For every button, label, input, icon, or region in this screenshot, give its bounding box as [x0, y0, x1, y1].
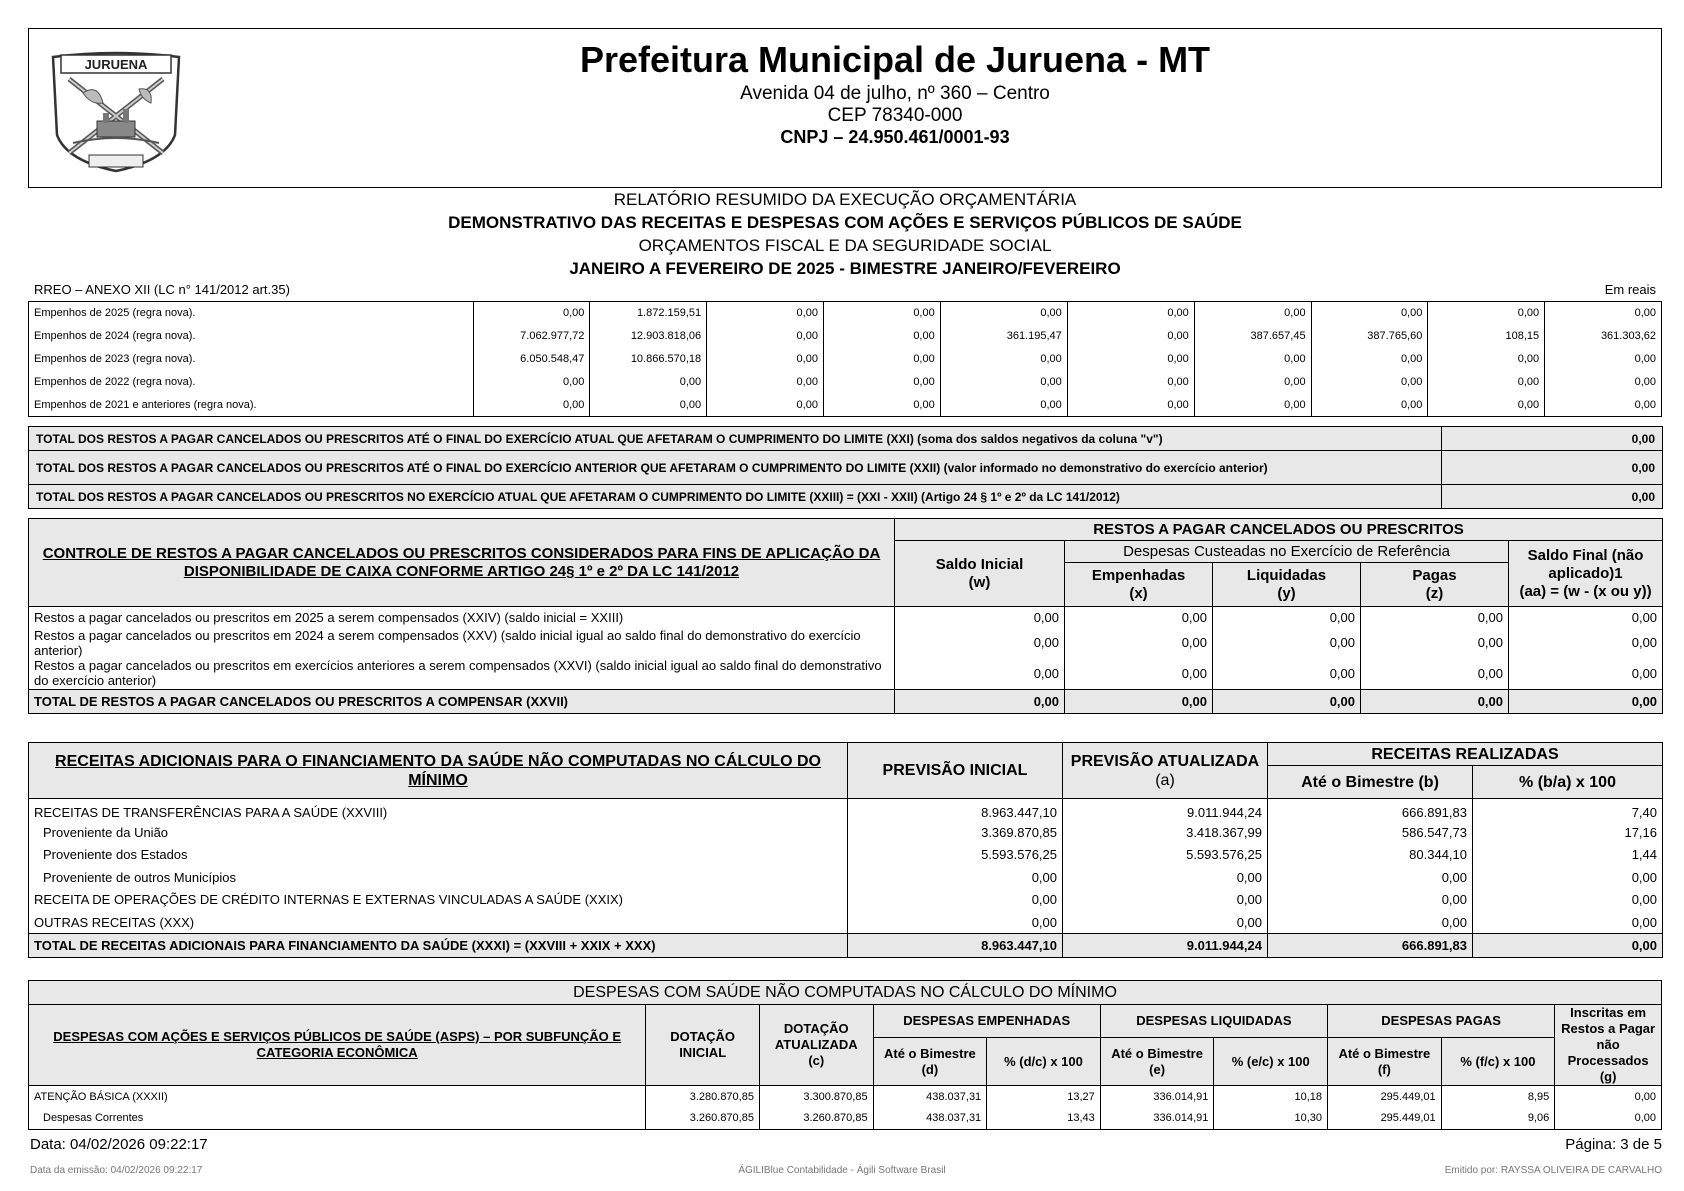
svg-text:JURUENA: JURUENA	[84, 57, 148, 72]
value-cell: 0,00	[1634, 353, 1656, 365]
empenhos-table	[28, 301, 1662, 417]
value-cell: 666.891,83	[1268, 934, 1473, 958]
value-cell: 0,00	[590, 394, 707, 417]
value-cell: 0,00	[1361, 658, 1509, 690]
value-cell: 7.062.977,72	[473, 325, 590, 348]
row-label: Empenhos de 2024 (regra nova).	[29, 325, 474, 348]
receitas-total-row	[29, 934, 1663, 958]
receitas-row	[29, 866, 1663, 889]
pct-d-header: % (d/c) x 100	[987, 1038, 1101, 1086]
row-label: TOTAL DE RESTOS A PAGAR CANCELADOS OU PRESCRITOS A COMPENSAR (XXVII)	[29, 690, 895, 714]
restos-total-row	[29, 485, 1663, 509]
value-cell: 586.547,73	[1268, 821, 1473, 844]
restos-total-row	[29, 427, 1663, 451]
dotacao-atualizada-header: DOTAÇÃO ATUALIZADA (c)	[759, 1005, 873, 1086]
despesas-nao-computadas-table	[28, 980, 1662, 1130]
despesas-row	[29, 1108, 1662, 1130]
value-cell: 0,00	[1213, 628, 1361, 658]
value-cell: 0,00	[1509, 690, 1663, 714]
value-cell: 0,00	[1555, 1086, 1662, 1108]
value-cell: 0,00	[1194, 348, 1311, 371]
value-cell: 0,00	[1361, 628, 1509, 658]
value-cell: 0,00	[1063, 911, 1268, 934]
value-cell: 0,00	[1063, 866, 1268, 889]
report-title: RELATÓRIO RESUMIDO DA EXECUÇÃO ORÇAMENTÁRIA	[613, 190, 1077, 209]
row-label: TOTAL DE RECEITAS ADICIONAIS PARA FINANCIAMENTO DA SAÚDE (XXXI) = (XXVIII + XXIX + XXX)	[29, 934, 848, 958]
value-cell: 0,00	[848, 911, 1063, 934]
value-cell: 0,00	[1473, 866, 1663, 889]
despesas-custeadas-header: Despesas Custeadas no Exercício de Referência	[1065, 541, 1509, 563]
value-cell: 0,00	[1428, 394, 1545, 417]
organization-cep: CEP 78340-000	[827, 105, 963, 126]
value-cell: 0,00	[1428, 302, 1545, 325]
receitas-realizadas-header: RECEITAS REALIZADAS	[1268, 743, 1663, 766]
value-cell: 12.903.818,06	[590, 325, 707, 348]
value-cell: 17,16	[1473, 821, 1663, 844]
value-cell: 7,40	[1473, 799, 1663, 822]
row-label: Proveniente da União	[29, 821, 848, 844]
despesas-title-header: DESPESAS COM AÇÕES E SERVIÇOS PÚBLICOS DE SAÚDE (ASPS) – POR SUBFUNÇÃO E CATEGORIA ECONÔMICA	[29, 1005, 646, 1086]
value-cell: 0,00	[1311, 348, 1428, 371]
controle-total-row	[29, 690, 1663, 714]
value-cell: 0,00	[707, 394, 824, 417]
pct-f-header: % (f/c) x 100	[1441, 1038, 1555, 1086]
value-cell: 5.593.576,25	[1063, 844, 1268, 867]
receitas-row	[29, 799, 1663, 822]
value-cell: 0,00	[590, 371, 707, 394]
value-cell: 3.369.870,85	[848, 821, 1063, 844]
value-cell: 5.593.576,25	[848, 844, 1063, 867]
footer-system-name: ÁGILIBlue Contabilidade - Ágili Software Brasil	[738, 1165, 946, 1176]
value-cell: 0,00	[1509, 607, 1663, 628]
value-cell: 0,00	[1067, 348, 1194, 371]
value-cell: 0,00	[895, 628, 1065, 658]
value-cell: 8.963.447,10	[848, 799, 1063, 822]
value-cell: 0,00	[1213, 658, 1361, 690]
value-cell: 361.303,62	[1600, 330, 1656, 342]
value-cell: 0,00	[940, 394, 1067, 417]
row-label: TOTAL DOS RESTOS A PAGAR CANCELADOS OU PRESCRITOS NO EXERCÍCIO ATUAL QUE AFETARAM O CUMPRIMENTO DO LIMITE (XXIII) = (XXI - XXII) (Artigo 24 § 1º e 2º da LC 141/2012)	[29, 485, 1442, 509]
saldo-final-header: Saldo Final (não aplicado)1 (aa) = (w - (x ou y))	[1509, 541, 1663, 607]
value-cell: 0,00	[895, 658, 1065, 690]
value-cell: 438.037,31	[873, 1108, 987, 1130]
annex-label: RREO – ANEXO XII (LC n° 141/2012 art.35)	[34, 282, 290, 297]
receitas-row	[29, 821, 1663, 844]
value-cell: 80.344,10	[1268, 844, 1473, 867]
value-cell: 0,00	[1213, 607, 1361, 628]
value-cell: 0,00	[1311, 371, 1428, 394]
empenhadas-header: Empenhadas (x)	[1065, 563, 1213, 607]
value-cell: 438.037,31	[873, 1086, 987, 1108]
value-cell: 0,00	[1194, 394, 1311, 417]
value-cell: 0,00	[707, 348, 824, 371]
value-cell: 0,00	[895, 607, 1065, 628]
row-label: ATENÇÃO BÁSICA (XXXII)	[29, 1086, 646, 1108]
controle-row	[29, 628, 1663, 658]
despesas-empenhadas-header: DESPESAS EMPENHADAS	[873, 1005, 1100, 1038]
empenhos-row	[29, 302, 1662, 325]
row-label: Restos a pagar cancelados ou prescritos em 2025 a serem compensados (XXIV) (saldo inicial = XXIII)	[29, 607, 895, 628]
value-cell: 336.014,91	[1100, 1086, 1214, 1108]
pagas-header: Pagas (z)	[1361, 563, 1509, 607]
report-period: JANEIRO A FEVEREIRO DE 2025 - BIMESTRE JANEIRO/FEVEREIRO	[569, 259, 1121, 278]
row-label: Proveniente de outros Municípios	[29, 866, 848, 889]
value-cell: 0,00	[1509, 658, 1663, 690]
value-cell: 8.963.447,10	[848, 934, 1063, 958]
receitas-row	[29, 911, 1663, 934]
row-label: Restos a pagar cancelados ou prescritos em exercícios anteriores a serem compensados (XXVI) (saldo inicial igual ao saldo final do demonstrativo do exercício anterior)	[29, 658, 895, 690]
value-cell: 1,44	[1473, 844, 1663, 867]
empenhos-row	[29, 371, 1662, 394]
value-cell: 0,00	[1473, 889, 1663, 912]
value-cell: 0,00	[1268, 889, 1473, 912]
value-cell: 9.011.944,24	[1063, 934, 1268, 958]
value-cell: 0,00	[823, 348, 940, 371]
report-titles	[28, 188, 1662, 280]
value-cell: 0,00	[1065, 628, 1213, 658]
despesas-row	[29, 1086, 1662, 1108]
row-label: Despesas Correntes	[29, 1108, 646, 1130]
value-cell: 0,00	[473, 371, 590, 394]
row-label: Empenhos de 2023 (regra nova).	[29, 348, 474, 371]
organization-cnpj: CNPJ – 24.950.461/0001-93	[780, 127, 1010, 147]
receitas-title-header: RECEITAS ADICIONAIS PARA O FINANCIAMENTO DA SAÚDE NÃO COMPUTADAS NO CÁLCULO DO MÍNIMO	[29, 743, 848, 799]
percent-header: % (b/a) x 100	[1473, 766, 1663, 799]
value-cell: 0,00	[707, 371, 824, 394]
currency-unit: Em reais	[1604, 282, 1656, 297]
letterhead	[28, 28, 1662, 188]
previsao-atualizada-header: PREVISÃO ATUALIZADA (a)	[1063, 743, 1268, 799]
organization-name: Prefeitura Municipal de Juruena - MT	[579, 39, 1211, 80]
value-cell: 0,00	[1428, 371, 1545, 394]
value-cell: 0,00	[848, 866, 1063, 889]
value-cell: 0,00	[1268, 911, 1473, 934]
controle-row	[29, 658, 1663, 690]
value-cell: 0,00	[1194, 371, 1311, 394]
value-cell: 0,00	[1473, 934, 1663, 958]
row-label: Empenhos de 2022 (regra nova).	[29, 371, 474, 394]
value-cell: 0,00	[1634, 398, 1656, 411]
value-cell: 0,00	[1442, 451, 1663, 485]
controle-restos-table	[28, 518, 1663, 714]
value-cell: 0,00	[1065, 607, 1213, 628]
ate-bimestre-header: Até o Bimestre (b)	[1268, 766, 1473, 799]
row-label: Restos a pagar cancelados ou prescritos em 2024 a serem compensados (XXV) (saldo inicial igual ao saldo final do demonstrativo do exercício anterior)	[29, 628, 895, 658]
value-cell: 0,00	[1442, 427, 1663, 451]
value-cell: 387.765,60	[1311, 325, 1428, 348]
controle-title-header: CONTROLE DE RESTOS A PAGAR CANCELADOS OU PRESCRITOS CONSIDERADOS PARA FINS DE APLICAÇÃO DA DISPONIBILIDADE DE CAIXA CONFORME ARTIGO 24§ 1º e 2º DA LC 141/2012	[29, 519, 895, 607]
value-cell: 0,00	[823, 394, 940, 417]
value-cell: 0,00	[473, 302, 590, 325]
receitas-row	[29, 889, 1663, 912]
row-label: Empenhos de 2021 e anteriores (regra nova).	[29, 394, 474, 417]
receitas-adicionais-table	[28, 742, 1663, 958]
value-cell: 0,00	[473, 394, 590, 417]
value-cell: 0,00	[1194, 302, 1311, 325]
value-cell: 0,00	[1311, 302, 1428, 325]
footer-page-number: Página: 3 de 5	[1565, 1136, 1662, 1153]
despesas-liquidadas-header: DESPESAS LIQUIDADAS	[1100, 1005, 1327, 1038]
value-cell: 0,00	[1067, 371, 1194, 394]
row-label: OUTRAS RECEITAS (XXX)	[29, 911, 848, 934]
empenhos-row	[29, 348, 1662, 371]
empenhos-row	[29, 394, 1662, 417]
value-cell: 387.657,45	[1194, 325, 1311, 348]
organization-address: Avenida 04 de julho, nº 360 – Centro	[740, 83, 1050, 104]
inscritas-restos-header: Inscritas em Restos a Pagar não Processados (g)	[1555, 1005, 1662, 1086]
value-cell: 666.891,83	[1268, 799, 1473, 822]
value-cell: 0,00	[1063, 889, 1268, 912]
previsao-inicial-header: PREVISÃO INICIAL	[848, 743, 1063, 799]
dotacao-inicial-header: DOTAÇÃO INICIAL	[646, 1005, 760, 1086]
value-cell: 0,00	[823, 371, 940, 394]
value-cell: 0,00	[707, 325, 824, 348]
value-cell: 6.050.548,47	[473, 348, 590, 371]
despesas-pagas-header: DESPESAS PAGAS	[1328, 1005, 1555, 1038]
value-cell: 0,00	[848, 889, 1063, 912]
value-cell: 361.195,47	[940, 325, 1067, 348]
value-cell: 3.260.870,85	[646, 1108, 760, 1130]
value-cell: 0,00	[1428, 348, 1545, 371]
footer-issued-by: Emitido por: RAYSSA OLIVEIRA DE CARVALHO	[1444, 1165, 1662, 1176]
restos-total-row	[29, 451, 1663, 485]
value-cell: 0,00	[1268, 866, 1473, 889]
row-label: TOTAL DOS RESTOS A PAGAR CANCELADOS OU PRESCRITOS ATÉ O FINAL DO EXERCÍCIO ATUAL QUE AFETARAM O CUMPRIMENTO DO LIMITE (XXI) (soma dos saldos negativos da coluna "v")	[29, 427, 1442, 451]
value-cell: 0,00	[1555, 1108, 1662, 1130]
row-label: Empenhos de 2025 (regra nova).	[29, 302, 474, 325]
ate-bimestre-f-header: Até o Bimestre (f)	[1328, 1038, 1442, 1086]
value-cell: 0,00	[1067, 394, 1194, 417]
value-cell: 10,30	[1214, 1108, 1328, 1130]
report-budget-scope: ORÇAMENTOS FISCAL E DA SEGURIDADE SOCIAL	[638, 236, 1052, 255]
empenhos-row	[29, 325, 1662, 348]
controle-row	[29, 607, 1663, 628]
footer-emission-date: Data da emissão: 04/02/2026 09:22:17	[30, 1165, 203, 1176]
restos-group-header: RESTOS A PAGAR CANCELADOS OU PRESCRITOS	[895, 519, 1663, 541]
value-cell: 10,18	[1214, 1086, 1328, 1108]
value-cell: 0,00	[1361, 607, 1509, 628]
receitas-row	[29, 844, 1663, 867]
value-cell: 8,95	[1441, 1086, 1555, 1108]
value-cell: 0,00	[1067, 302, 1194, 325]
value-cell: 0,00	[1634, 376, 1656, 388]
value-cell: 108,15	[1428, 325, 1545, 348]
value-cell: 0,00	[1311, 394, 1428, 417]
value-cell: 295.449,01	[1328, 1086, 1442, 1108]
value-cell: 3.260.870,85	[759, 1108, 873, 1130]
value-cell: 0,00	[940, 348, 1067, 371]
row-label: TOTAL DOS RESTOS A PAGAR CANCELADOS OU PRESCRITOS ATÉ O FINAL DO EXERCÍCIO ANTERIOR QUE AFETARAM O CUMPRIMENTO DO LIMITE (XXII) (valor informado no demonstrativo do exercício anterior)	[29, 451, 1442, 485]
value-cell: 0,00	[940, 371, 1067, 394]
value-cell: 0,00	[823, 302, 940, 325]
value-cell: 1.872.159,51	[590, 302, 707, 325]
pct-e-header: % (e/c) x 100	[1214, 1038, 1328, 1086]
value-cell: 0,00	[1509, 628, 1663, 658]
value-cell: 0,00	[1065, 690, 1213, 714]
value-cell: 0,00	[940, 302, 1067, 325]
liquidadas-header: Liquidadas (y)	[1213, 563, 1361, 607]
value-cell: 0,00	[1213, 690, 1361, 714]
row-label: RECEITAS DE TRANSFERÊNCIAS PARA A SAÚDE (XXVIII)	[29, 799, 848, 822]
value-cell: 9.011.944,24	[1063, 799, 1268, 822]
value-cell: 0,00	[1067, 325, 1194, 348]
value-cell: 9,06	[1441, 1108, 1555, 1130]
value-cell: 0,00	[1361, 690, 1509, 714]
value-cell: 0,00	[707, 302, 824, 325]
value-cell: 336.014,91	[1100, 1108, 1214, 1130]
value-cell: 0,00	[823, 325, 940, 348]
value-cell: 0,00	[1473, 911, 1663, 934]
despesas-caption: DESPESAS COM SAÚDE NÃO COMPUTADAS NO CÁLCULO DO MÍNIMO	[29, 981, 1662, 1005]
value-cell: 3.300.870,85	[759, 1086, 873, 1108]
report-meta	[34, 282, 1656, 298]
value-cell: 10.866.570,18	[590, 348, 707, 371]
value-cell: 0,00	[1634, 307, 1656, 320]
value-cell: 0,00	[895, 690, 1065, 714]
ate-bimestre-d-header: Até o Bimestre (d)	[873, 1038, 987, 1086]
value-cell: 3.418.367,99	[1063, 821, 1268, 844]
restos-totals-table	[28, 426, 1663, 509]
value-cell: 3.280.870,85	[646, 1086, 760, 1108]
report-subtitle: DEMONSTRATIVO DAS RECEITAS E DESPESAS COM AÇÕES E SERVIÇOS PÚBLICOS DE SAÚDE	[448, 213, 1242, 232]
value-cell: 0,00	[1442, 485, 1663, 509]
saldo-inicial-header: Saldo Inicial (w)	[895, 541, 1065, 607]
value-cell: 13,27	[987, 1086, 1101, 1108]
value-cell: 295.449,01	[1328, 1108, 1442, 1130]
value-cell: 0,00	[1065, 658, 1213, 690]
footer-date: Data: 04/02/2026 09:22:17	[30, 1136, 208, 1153]
row-label: Proveniente dos Estados	[29, 844, 848, 867]
ate-bimestre-e-header: Até o Bimestre (e)	[1100, 1038, 1214, 1086]
value-cell: 13,43	[987, 1108, 1101, 1130]
row-label: RECEITA DE OPERAÇÕES DE CRÉDITO INTERNAS E EXTERNAS VINCULADAS A SAÚDE (XXIX)	[29, 889, 848, 912]
